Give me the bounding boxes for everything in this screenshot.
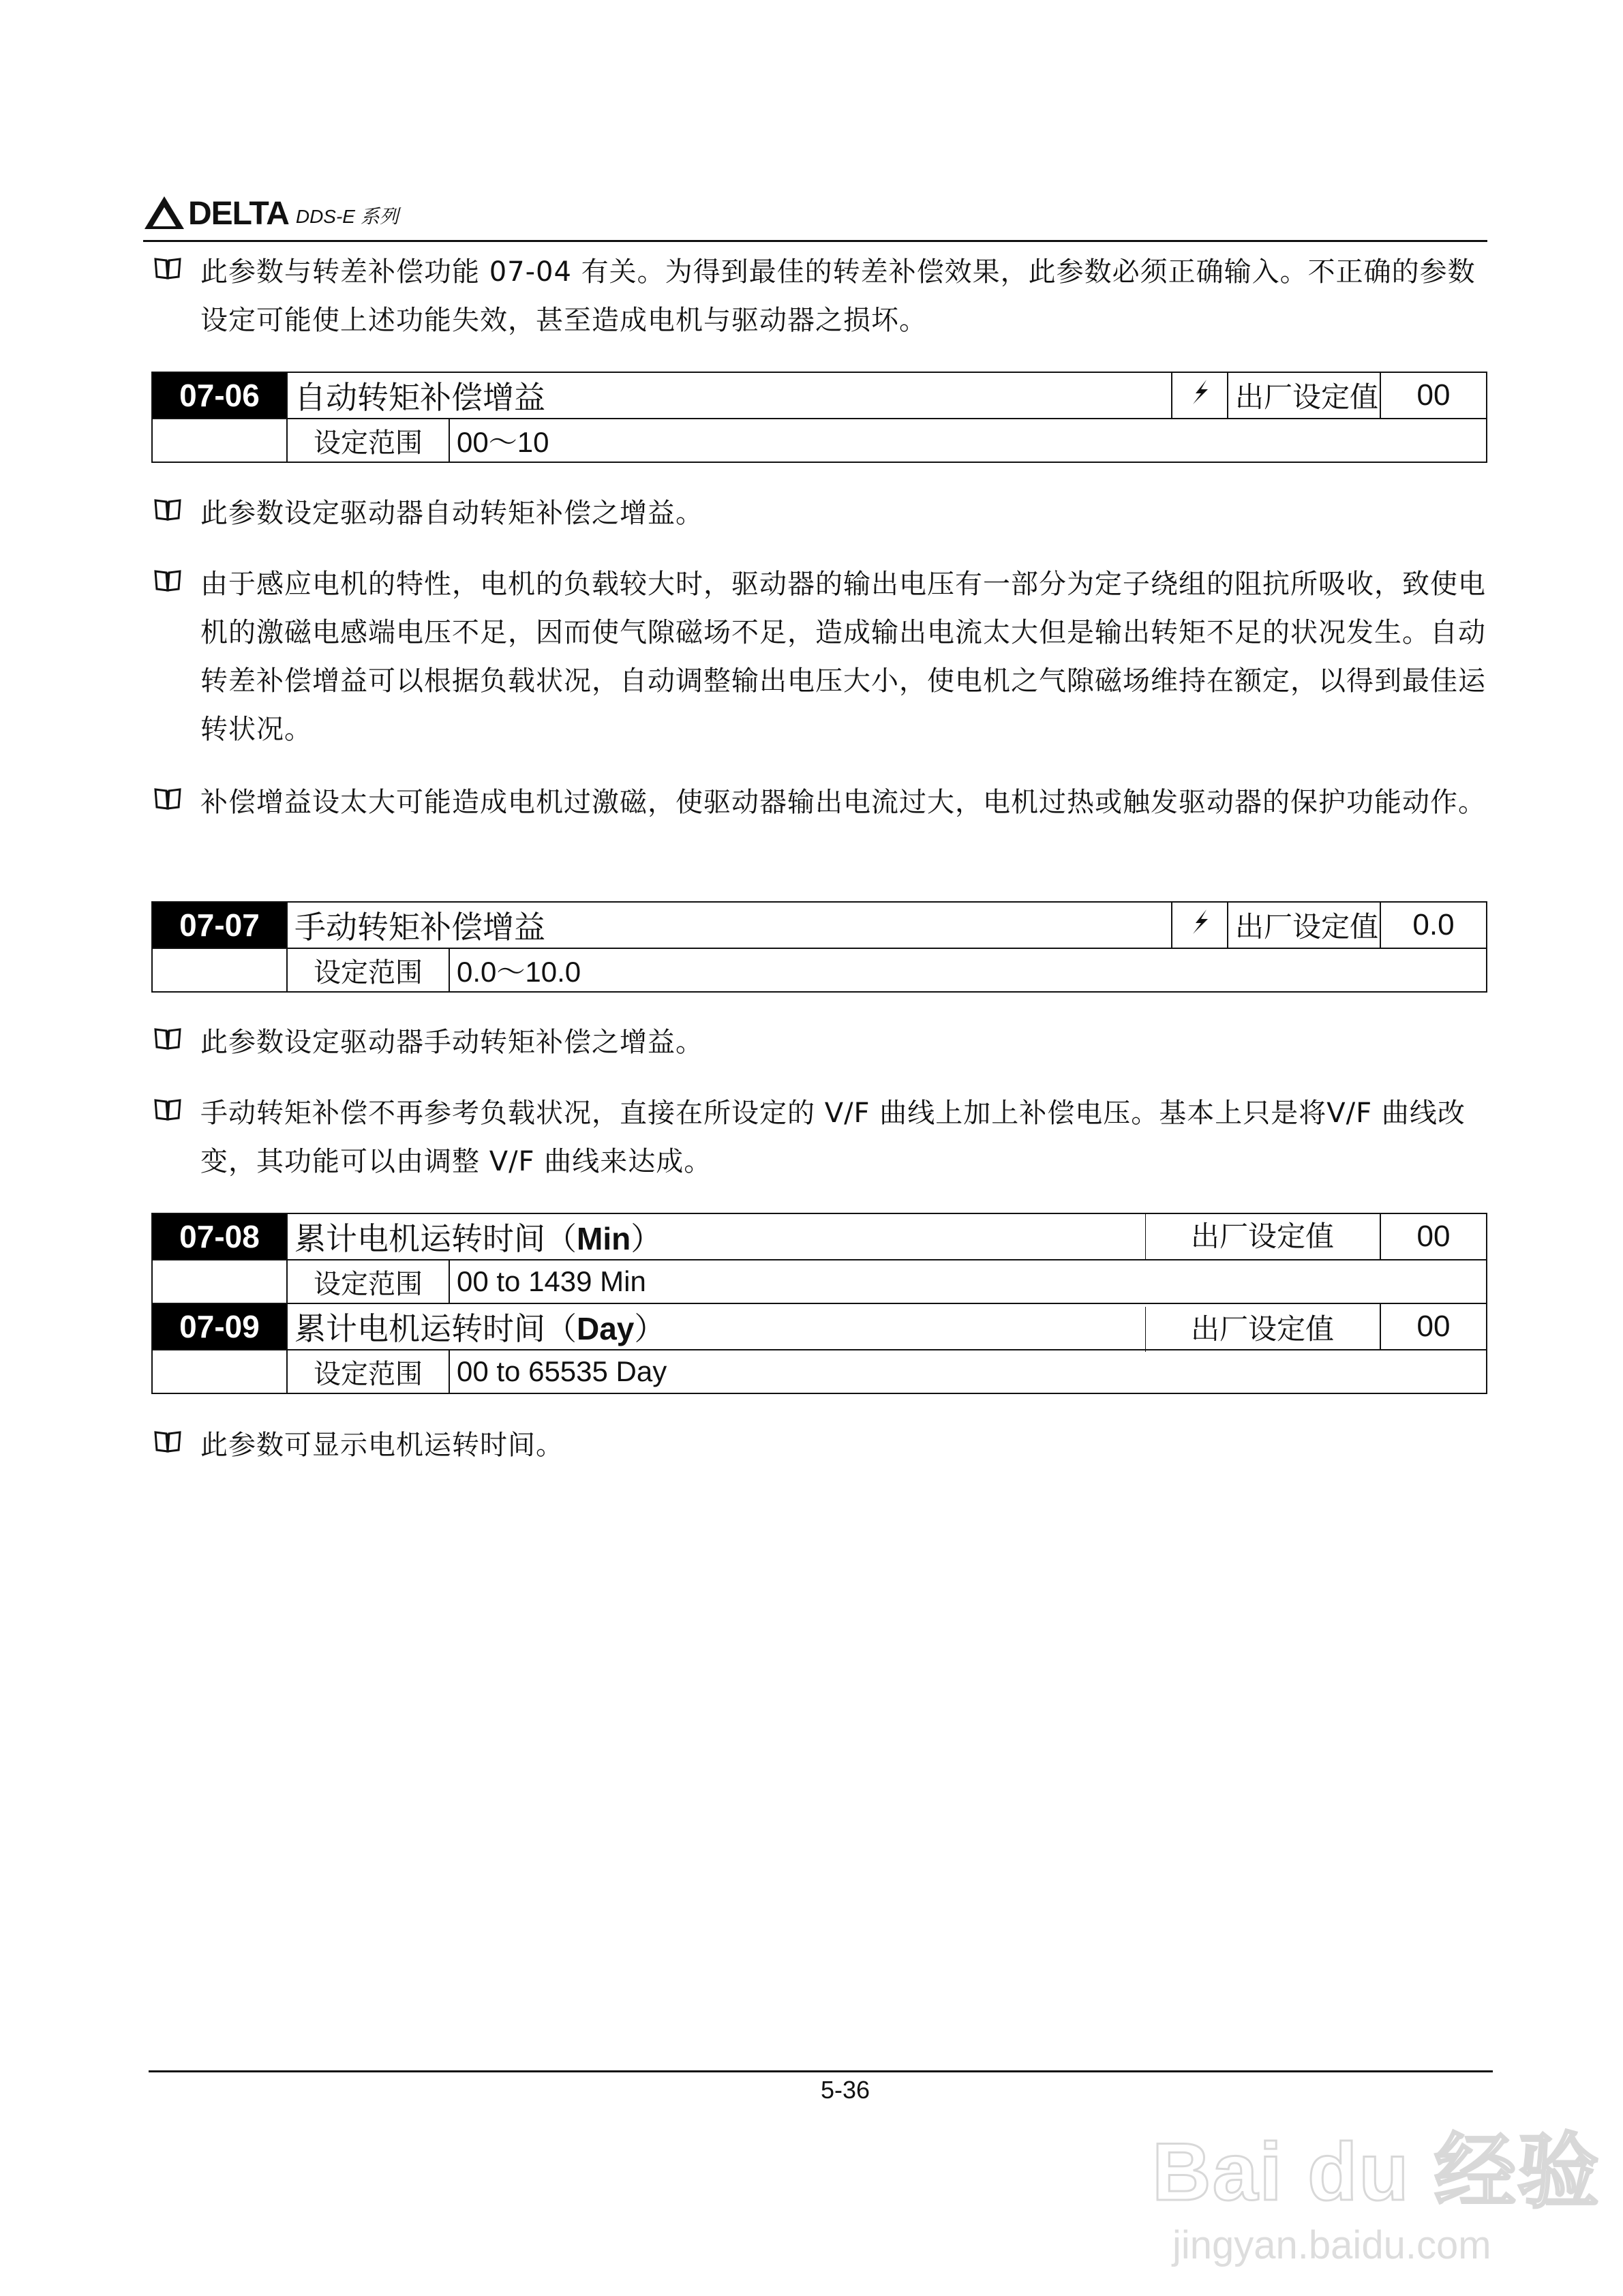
param-code: 07-07	[152, 902, 287, 948]
range-value: 00 to 65535 Day	[449, 1350, 1487, 1393]
column-divider	[1145, 1307, 1146, 1352]
note-text: 手动转矩补偿不再参考负载状况，直接在所设定的 V/F 曲线上加上补偿电压。基本上只是将V/F 曲线改变，其功能可以由调整 V/F 曲线来达成。	[200, 1098, 1466, 1177]
param-name-close: ）	[631, 1220, 663, 1257]
factory-label: 出厂设定值	[1228, 902, 1380, 948]
brand-name: DELTA	[188, 196, 289, 232]
param-name: 手动转矩补偿增益	[287, 902, 1172, 948]
series-name: DDS-E 系列	[295, 206, 399, 227]
book-icon	[153, 1025, 183, 1051]
note-07-07-1	[153, 1018, 1489, 1067]
param-table-07-07	[151, 901, 1487, 993]
param-code: 07-09	[152, 1303, 287, 1350]
param-code: 07-06	[152, 372, 287, 419]
note-text: 此参数设定驱动器手动转矩补偿之增益。	[200, 1027, 703, 1058]
intro-note	[153, 248, 1489, 345]
range-label: 设定范围	[287, 1350, 449, 1393]
range-label: 设定范围	[287, 419, 449, 462]
baidu-watermark	[1152, 2106, 1616, 2291]
factory-value: 00	[1380, 372, 1487, 419]
param-code: 07-08	[152, 1213, 287, 1260]
note-07-06-3	[153, 779, 1489, 827]
note-text: 补偿增益设太大可能造成电机过激磁，使驱动器输出电流过大，电机过热或触发驱动器的保护功能动作。	[200, 787, 1486, 818]
range-value: 00～10	[449, 419, 1487, 462]
delta-triangle-icon	[143, 195, 185, 230]
intro-text: 此参数与转差补偿功能 07-04 有关。为得到最佳的转差补偿效果，此参数必须正确输入。不正确的参数设定可能使上述功能失效，甚至造成电机与驱动器之损坏。	[200, 256, 1476, 336]
blank-cell	[152, 1260, 287, 1303]
range-label: 设定范围	[287, 948, 449, 992]
blank-cell	[152, 419, 287, 462]
param-name-unit: Day	[577, 1311, 635, 1346]
factory-label: 出厂设定值	[1190, 1220, 1334, 1253]
column-divider	[1145, 1214, 1146, 1259]
note-07-07-2	[153, 1089, 1489, 1186]
range-label: 设定范围	[287, 1260, 449, 1303]
book-icon	[153, 1096, 183, 1122]
range-value: 00 to 1439 Min	[449, 1260, 1487, 1303]
range-value: 0.0～10.0	[449, 948, 1487, 992]
delta-logo	[143, 195, 399, 230]
param-name-unit: Min	[577, 1221, 631, 1256]
lightning-icon	[1186, 377, 1213, 407]
page-number: 5-36	[820, 2076, 870, 2104]
editable-flag	[1172, 372, 1228, 419]
param-name-text: 累计电机运转时间（	[294, 1310, 577, 1347]
book-icon	[153, 1428, 183, 1454]
watermark-sub: jingyan.baidu.com	[1172, 2223, 1491, 2267]
lightning-icon	[1186, 907, 1213, 937]
book-icon	[153, 567, 183, 593]
note-text: 此参数可显示电机运转时间。	[200, 1430, 564, 1461]
param-name-close: ）	[634, 1310, 666, 1347]
blank-cell	[152, 948, 287, 992]
header-rule	[143, 240, 1487, 242]
factory-label: 出厂设定值	[1228, 372, 1380, 419]
param-table-07-06	[151, 372, 1487, 463]
note-07-06-1	[153, 489, 1489, 538]
note-text: 由于感应电机的特性，电机的负载较大时，驱动器的输出电压有一部分为定子绕组的阻抗所吸收，致使电机的激磁电感端电压不足，因而使气隙磁场不足，造成输出电流太大但是输出转矩不足的状况发生。自动转差补偿增益可以根据负载状况，自动调整输出电压大小，使电机之气隙磁场维持在额定，以得到最佳运转状况。	[200, 569, 1486, 745]
factory-value: 00	[1380, 1213, 1487, 1260]
param-name: 自动转矩补偿增益	[287, 372, 1172, 419]
param-name-text: 累计电机运转时间（	[294, 1220, 577, 1257]
factory-value: 00	[1380, 1303, 1487, 1350]
blank-cell	[152, 1350, 287, 1393]
editable-flag	[1172, 902, 1228, 948]
book-icon	[153, 255, 183, 281]
note-07-09	[153, 1421, 1489, 1470]
footer-rule	[149, 2070, 1493, 2072]
book-icon	[153, 785, 183, 811]
book-icon	[153, 496, 183, 522]
factory-value: 0.0	[1380, 902, 1487, 948]
note-text: 此参数设定驱动器自动转矩补偿之增益。	[200, 498, 703, 529]
note-07-06-2	[153, 560, 1489, 754]
factory-label: 出厂设定值	[1190, 1312, 1334, 1346]
watermark-main: Bai du 经验	[1152, 2126, 1601, 2218]
